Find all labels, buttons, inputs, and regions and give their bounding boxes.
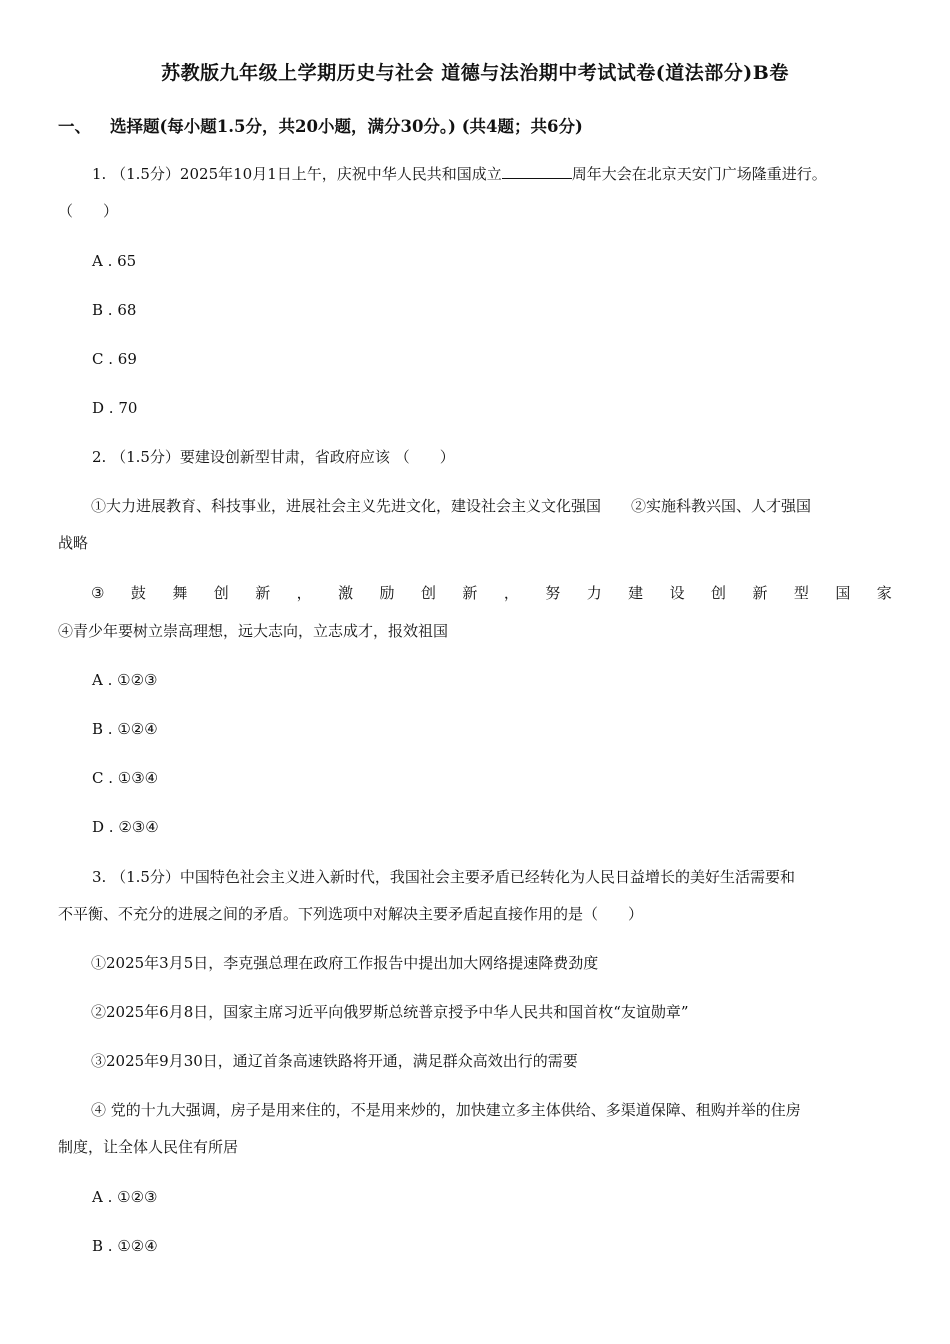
question-2-statement-3: [91, 582, 892, 604]
exam-title: 苏教版九年级上学期历史与社会 道德与法治期中考试试卷(道法部分)B卷: [161, 62, 789, 84]
question-3-statement-1: ①2025年3月5日，李克强总理在政府工作报告中提出加大网络提速降费劲度: [91, 954, 599, 972]
statement-char: 创: [420, 584, 436, 602]
question-1-option-b: B . 68: [92, 301, 137, 319]
statement-char: 新: [752, 584, 768, 602]
question-3-option-a: A . ①②③: [92, 1188, 158, 1206]
question-2-statement-1: ①大力进展教育、科技事业，进展社会主义先进文化，建设社会主义文化强国 ②实施科教兴国、人才强国: [91, 497, 812, 515]
statement-char: 新: [462, 584, 478, 602]
section-label: 选择题(每小题1.5分，共20小题，满分30分。) (共4题；共6分): [110, 117, 583, 136]
question-3-statement-4: ④ 党的十九大强调，房子是用来住的，不是用来炒的，加快建立多主体供给、多渠道保障、租购并举的住房: [91, 1101, 801, 1119]
question-1-answer-paren: （ ）: [58, 202, 119, 220]
statement-char: 励: [379, 584, 395, 602]
question-3-stem-cont: 不平衡、不充分的进展之间的矛盾。下列选项中对解决主要矛盾起直接作用的是（ ）: [58, 905, 644, 923]
statement-char: 激: [338, 584, 354, 602]
question-1-option-d: D . 70: [92, 399, 138, 417]
statement-char: ③: [91, 584, 105, 602]
question-1-blank: [502, 164, 572, 179]
question-1-stem: [92, 163, 827, 185]
statement-char: ，: [296, 584, 312, 602]
question-1-option-a: A . 65: [92, 252, 137, 270]
statement-char: 创: [213, 584, 229, 602]
question-3-statement-3: ③2025年9月30日，通辽首条高速铁路将开通，满足群众高效出行的需要: [91, 1052, 578, 1070]
question-2-option-a: A . ①②③: [92, 671, 158, 689]
statement-char: ，: [503, 584, 519, 602]
question-1-option-c: C . 69: [92, 350, 137, 368]
question-3-statement-2: ②2025年6月8日，国家主席习近平向俄罗斯总统普京授予中华人民共和国首枚“友谊勋章”: [91, 1003, 689, 1021]
statement-char: 鼓: [130, 584, 146, 602]
question-2-statement-4: ④青少年要树立崇高理想，远大志向，立志成才，报效祖国: [58, 622, 449, 640]
question-2-option-c: C . ①③④: [92, 769, 159, 787]
statement-char: 家: [876, 584, 892, 602]
question-1-stem-start: 1. （1.5分）2025年10月1日上午，庆祝中华人民共和国成立: [92, 165, 502, 183]
section-heading: [58, 113, 583, 137]
statement-char: 创: [711, 584, 727, 602]
statement-char: 建: [628, 584, 644, 602]
question-2-option-d: D . ②③④: [92, 818, 159, 836]
question-2-statement-1-cont: 战略: [58, 534, 89, 552]
question-2-stem: 2. （1.5分）要建设创新型甘肃，省政府应该 （ ）: [92, 448, 455, 466]
question-2-option-b: B . ①②④: [92, 720, 158, 738]
statement-char: 力: [586, 584, 602, 602]
statement-char: 新: [255, 584, 271, 602]
question-3-stem: 3. （1.5分）中国特色社会主义进入新时代，我国社会主要矛盾已经转化为人民日益增长的美好生活需要和: [92, 868, 795, 886]
question-1-stem-end: 周年大会在北京天安门广场隆重进行。: [571, 165, 827, 183]
statement-char: 努: [545, 584, 561, 602]
statement-char: 设: [669, 584, 685, 602]
statement-char: 国: [835, 584, 851, 602]
statement-char: 舞: [172, 584, 188, 602]
question-3-option-b: B . ①②④: [92, 1237, 158, 1255]
question-3-statement-4-cont: 制度，让全体人民住有所居: [58, 1138, 239, 1156]
statement-char: 型: [793, 584, 809, 602]
section-number: 一、: [58, 117, 91, 136]
